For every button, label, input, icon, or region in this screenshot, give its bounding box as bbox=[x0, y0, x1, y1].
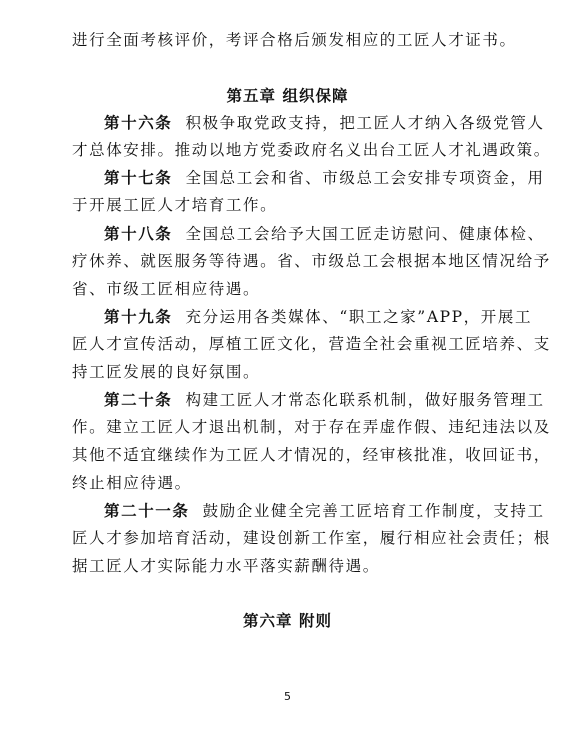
article-18-first-line bbox=[104, 224, 545, 244]
article-17-line-2: 于开展工匠人才培育工作。 bbox=[72, 196, 278, 214]
article-21-line-2: 匠人才参加培育活动，建设创新工作室，履行相应社会责任；根 bbox=[72, 529, 551, 547]
article-18-text: 全国总工会给予大国工匠走访慰问、健康体检、 bbox=[185, 225, 545, 243]
article-19-first-line bbox=[104, 307, 532, 327]
article-21-text: 鼓励企业健全完善工匠培育工作制度，支持工 bbox=[202, 502, 545, 520]
article-17-first-line bbox=[104, 168, 545, 188]
article-20-first-line bbox=[104, 390, 545, 410]
article-20-text: 构建工匠人才常态化联系机制，做好服务管理工 bbox=[185, 391, 545, 409]
article-20-line-3: 其他不适宜继续作为工匠人才情况的，经审核批准，收回证书， bbox=[72, 446, 551, 464]
article-16-line-2: 才总体安排。推动以地方党委政府名义出台工匠人才礼遇政策。 bbox=[72, 141, 551, 159]
article-19-line-3: 持工匠发展的良好氛围。 bbox=[72, 363, 261, 381]
article-21-label: 第二十一条 bbox=[104, 502, 190, 520]
chapter-6-heading: 第六章 附则 bbox=[243, 612, 332, 630]
article-20-label: 第二十条 bbox=[104, 391, 173, 409]
article-18-line-3: 省、市级工匠相应待遇。 bbox=[72, 280, 261, 298]
article-19-text: 充分运用各类媒体、“职工之家”APP，开展工 bbox=[185, 308, 533, 326]
chapter-5-heading: 第五章 组织保障 bbox=[226, 87, 349, 105]
article-16-text: 积极争取党政支持，把工匠人才纳入各级党管人 bbox=[185, 114, 545, 132]
continuation-text: 进行全面考核评价，考评合格后颁发相应的工匠人才证书。 bbox=[72, 31, 517, 49]
article-17-text: 全国总工会和省、市级总工会安排专项资金，用 bbox=[185, 169, 545, 187]
article-19-label: 第十九条 bbox=[104, 308, 173, 326]
page-number: 5 bbox=[284, 690, 291, 703]
article-16-label: 第十六条 bbox=[104, 114, 173, 132]
article-20-line-2: 作。建立工匠人才退出机制，对于存在弄虚作假、违纪违法以及 bbox=[72, 418, 551, 436]
article-16-first-line bbox=[104, 113, 545, 133]
article-18-label: 第十八条 bbox=[104, 225, 173, 243]
article-17-label: 第十七条 bbox=[104, 169, 173, 187]
article-19-line-2: 匠人才宣传活动，厚植工匠文化，营造全社会重视工匠培养、支 bbox=[72, 335, 551, 353]
article-20-line-4: 终止相应待遇。 bbox=[72, 474, 192, 492]
article-21-first-line bbox=[104, 501, 545, 521]
article-21-line-3: 据工匠人才实际能力水平落实薪酬待遇。 bbox=[72, 557, 380, 575]
article-18-line-2: 疗休养、就医服务等待遇。省、市级总工会根据本地区情况给予 bbox=[72, 252, 551, 270]
